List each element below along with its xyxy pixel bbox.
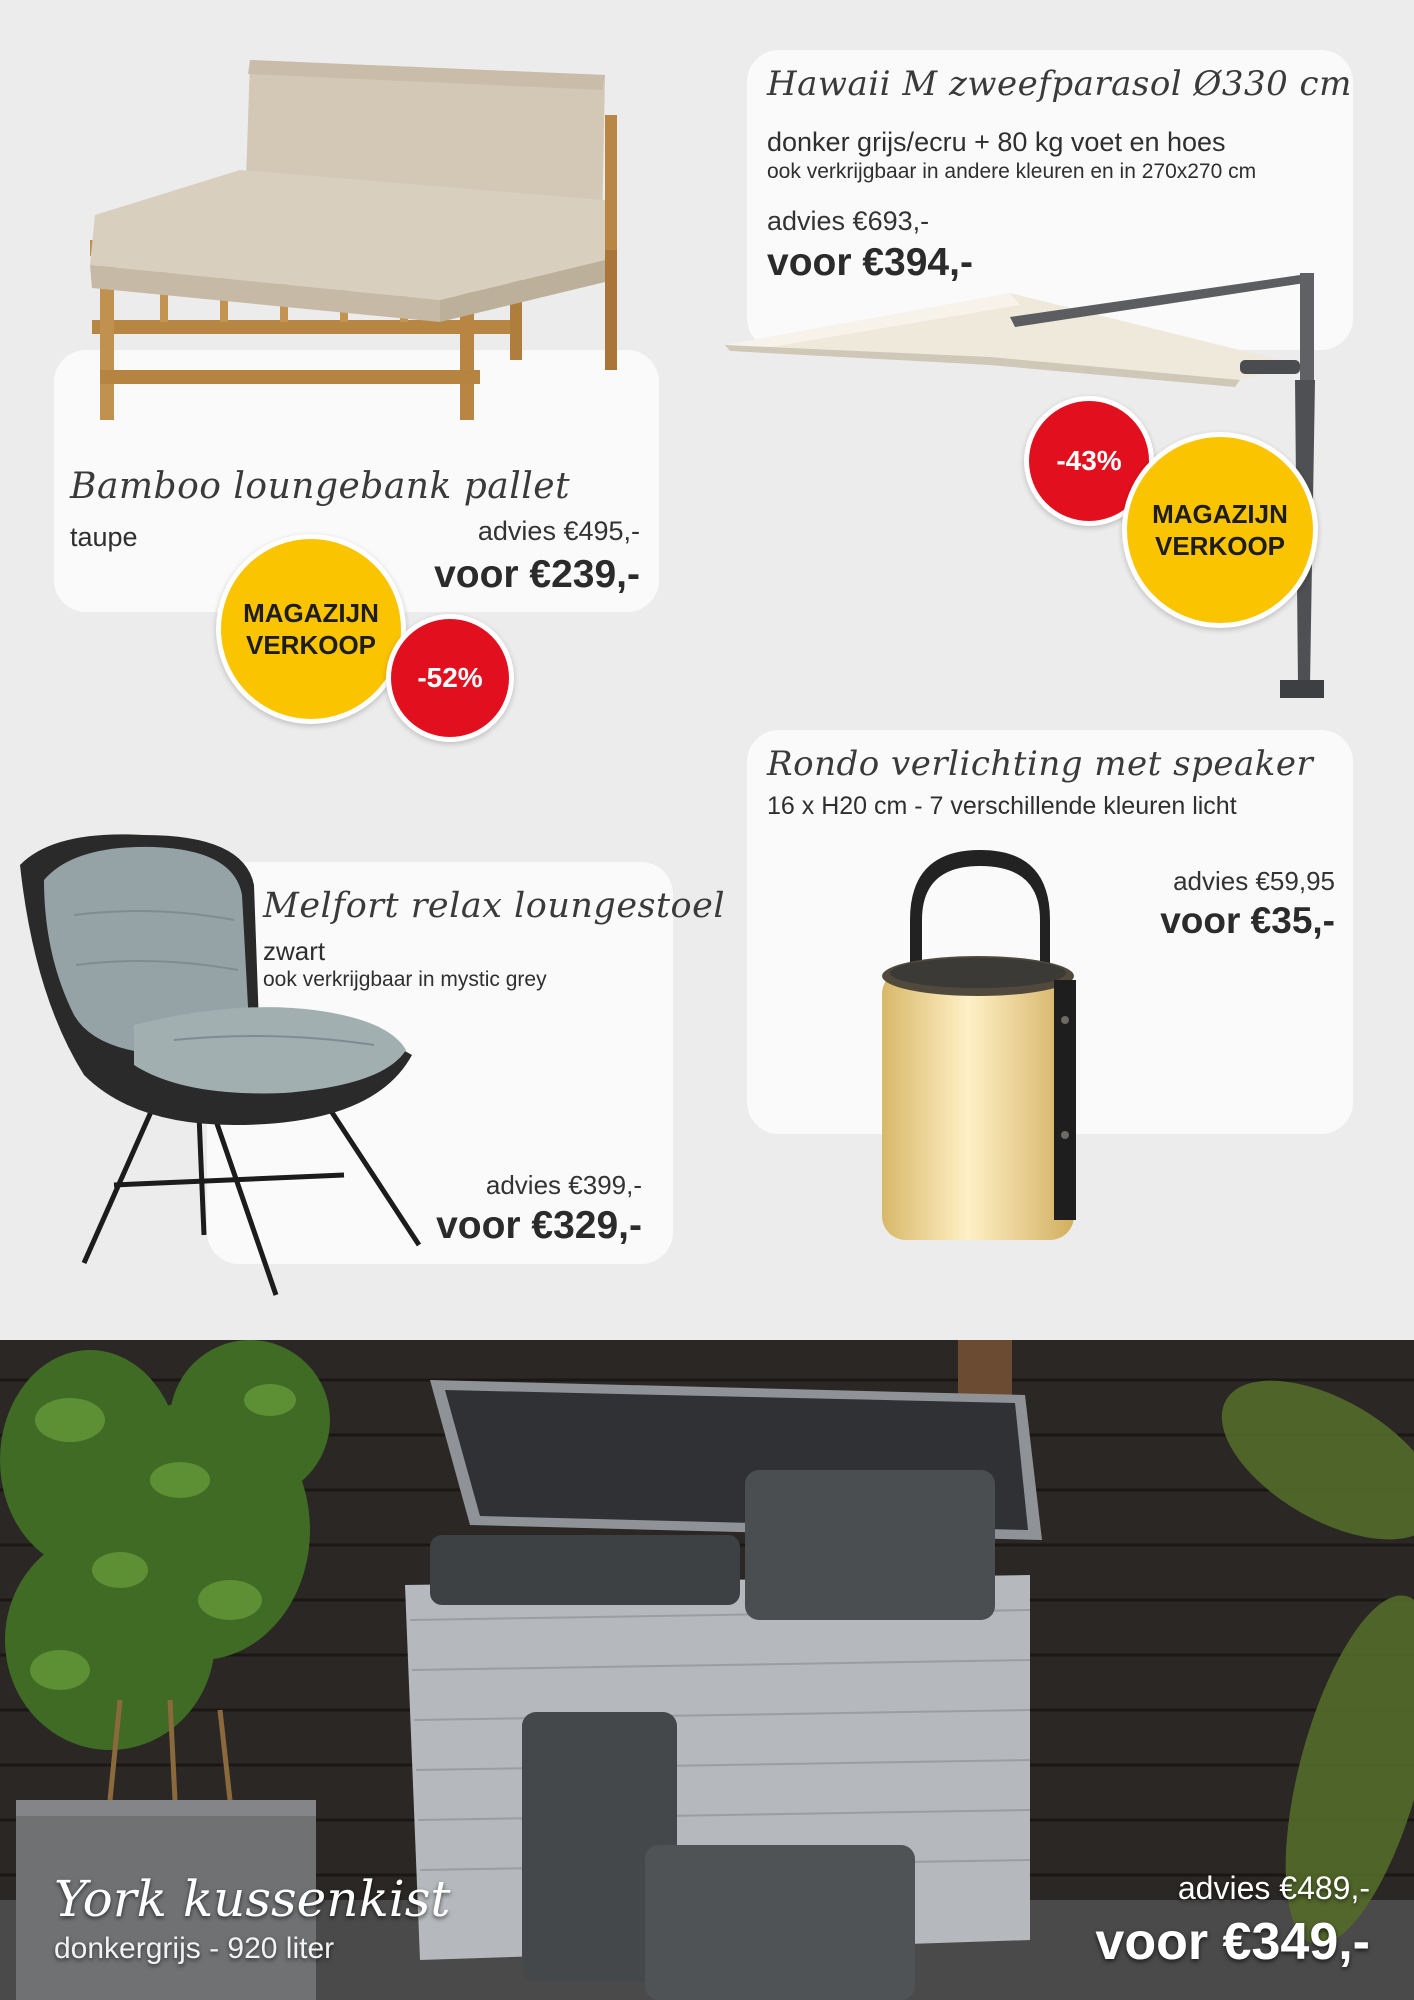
melfort-sale-price: voor €329,- [436, 1204, 642, 1247]
york-description: donkergrijs - 920 liter [54, 1932, 335, 1965]
york-photo-section [0, 1340, 1414, 2000]
bamboo-sofa-image [80, 50, 640, 460]
badge-line-2: VERKOOP [1154, 531, 1286, 561]
bamboo-discount-badge: -52% [386, 614, 514, 742]
bamboo-sale-price: voor €239,- [434, 553, 640, 596]
hawaii-note: ook verkrijgbaar in andere kleuren en in 270x270 cm [767, 160, 1257, 183]
badge-line-1: MAGAZIJN [1152, 499, 1288, 529]
rondo-lamp-image [870, 840, 1090, 1250]
hawaii-description: donker grijs/ecru + 80 kg voet en hoes [767, 127, 1226, 157]
york-advies-price: advies €489,- [1177, 1870, 1370, 1906]
rondo-advies-price: advies €59,95 [1173, 866, 1335, 896]
bamboo-magazijn-badge [216, 534, 406, 724]
badge-line-2: VERKOOP [245, 630, 377, 660]
rondo-title: Rondo verlichting met speaker [767, 744, 1314, 784]
melfort-chair-image [14, 825, 434, 1305]
hawaii-advies-price: advies €693,- [767, 206, 930, 236]
bamboo-title: Bamboo loungebank pallet [70, 466, 571, 507]
bamboo-color: taupe [70, 522, 138, 552]
bamboo-advies-price: advies €495,- [477, 516, 640, 546]
melfort-note: ook verkrijgbaar in mystic grey [263, 968, 547, 991]
melfort-advies-price: advies €399,- [485, 1170, 642, 1200]
hawaii-magazijn-badge [1122, 432, 1318, 628]
rondo-sale-price: voor €35,- [1160, 900, 1335, 941]
badge-line-1: MAGAZIJN [243, 598, 379, 628]
rondo-description: 16 x H20 cm - 7 verschillende kleuren licht [767, 792, 1237, 820]
hawaii-title: Hawaii M zweefparasol Ø330 cm [767, 64, 1352, 104]
melfort-title: Melfort relax loungestoel [263, 886, 726, 926]
york-title: York kussenkist [54, 1870, 451, 1928]
hawaii-discount-badge: -43% [1024, 396, 1154, 526]
york-sale-price: voor €349,- [1095, 1913, 1370, 1971]
hawaii-sale-price: voor €394,- [767, 241, 973, 284]
melfort-color: zwart [263, 936, 326, 966]
